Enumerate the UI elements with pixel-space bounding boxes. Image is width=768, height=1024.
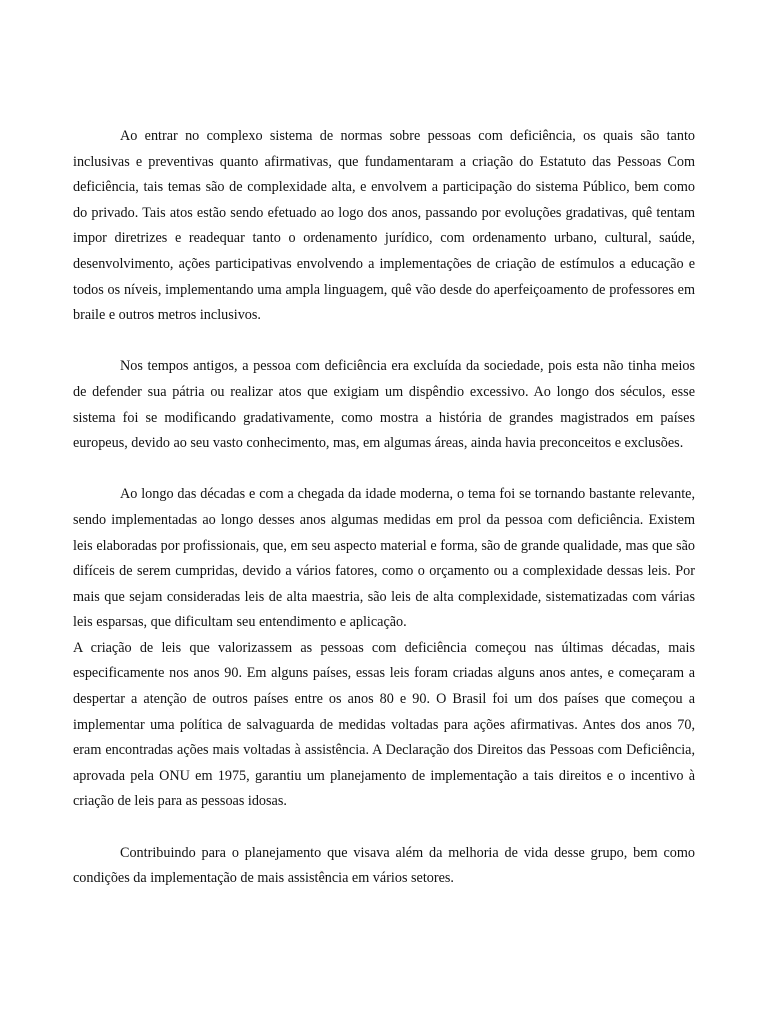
paragraph-law-creation: A criação de leis que valorizassem as pessoas com deficiência começou nas últimas décadas, mais especificamente nos anos 90. Em alguns países, essas leis foram criadas alguns anos antes, e começaram a despertar a atenção de outros países entre os anos 80 e 90. O Brasil foi um dos países que começou a implementar uma política de salvaguarda de medidas voltadas para ações afirmativas. Antes dos anos 70, eram encontradas ações mais voltadas à assistência. A Declaração dos Direitos das Pessoas com Deficiência, aprovada pela ONU em 1975, garantiu um planejamento de implementação a tais direitos e o incentivo à criação de leis para as pessoas idosas.	[73, 639, 695, 810]
paragraph-ancient-times: Nos tempos antigos, a pessoa com deficiência era excluída da sociedade, pois esta não tinha meios de defender sua pátria ou realizar atos que exigiam um dispêndio excessivo. Ao longo dos séculos, esse sistema foi se modificando gradativamente, como mostra a história de grandes magistrados em países europeus, devido ao seu vasto conhecimento, mas, em algumas áreas, ainda havia preconceitos e exclusões.	[73, 358, 695, 452]
paragraph-intro: Ao entrar no complexo sistema de normas sobre pessoas com deficiência, os quais são tanto inclusivas e preventivas quanto afirmativas, que fundamentaram a criação do Estatuto das Pessoas Com deficiência, tais temas são de complexidade alta, e envolvem a participação do sistema Público, bem como do privado. Tais atos estão sendo efetuado ao logo dos anos, passando por evoluções gradativas, quê tentam impor diretrizes e readequar tanto o ordenamento jurídico, com ordenamento urbano, cultural, saúde, desenvolvimento, ações participativas envolvendo a implementações de criação de estímulos a educação e todos os níveis, implementando uma ampla linguagem, quê vão desde do aperfeiçoamento de professores em braile e outros metros inclusivos.	[73, 128, 695, 324]
document-page	[73, 124, 695, 892]
paragraph-contribution: Contribuindo para o planejamento que visava além da melhoria de vida desse grupo, bem como condições da implementação de mais assistência em vários setores.	[73, 844, 695, 887]
paragraph-modern-era: Ao longo das décadas e com a chegada da idade moderna, o tema foi se tornando bastante relevante, sendo implementadas ao longo desses anos algumas medidas em prol da pessoa com deficiência. Existem leis elaboradas por profissionais, que, em seu aspecto material e forma, são de grande qualidade, mas que são difíceis de serem cumpridas, devido a vários fatores, como o orçamento ou a complexidade dessas leis. Por mais que sejam consideradas leis de alta maestria, são leis de alta complexidade, sistematizadas com várias leis esparsas, que dificultam seu entendimento e aplicação.	[73, 486, 695, 631]
